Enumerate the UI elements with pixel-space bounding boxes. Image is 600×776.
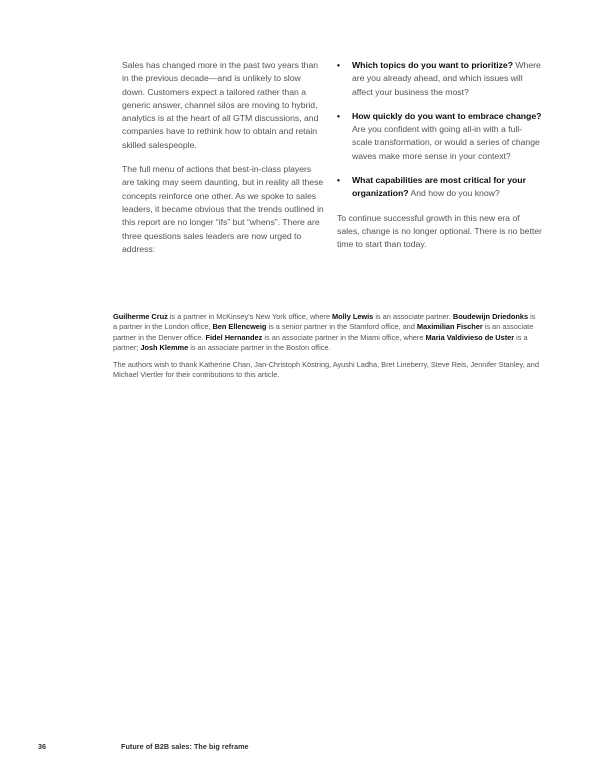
authors-note-text: is a partner in McKinsey’s New York office, where	[167, 312, 333, 321]
author-name: Boudewijn Driedonks	[452, 312, 529, 321]
bullet-question: Which topics do you want to prioritize?	[352, 60, 513, 70]
bullet-item	[337, 110, 542, 163]
right-column	[337, 59, 542, 252]
bullet-answer: Where are you already ahead, and which issues will affect your business the most?	[352, 60, 541, 97]
author-name: Fidel Hernandez	[205, 332, 263, 342]
authors-note	[113, 312, 541, 354]
authors-note-block	[113, 312, 541, 381]
bullet-icon: •	[337, 61, 340, 70]
author-name: Guilherme Cruz	[113, 312, 168, 321]
author-name: Ben Ellencweig	[212, 322, 267, 332]
authors-note-text: is a partner in the London office,	[113, 312, 536, 332]
authors-note-text: is a partner;	[113, 332, 528, 353]
bullet-question: How quickly do you want to embrace change?	[352, 110, 542, 121]
author-name: Maximilian Fischer	[416, 322, 483, 332]
authors-note-text: is an associate partner in the Boston office.	[188, 343, 331, 353]
author-name: Maria Valdivieso de Uster	[425, 332, 515, 342]
footer-title: Future of B2B sales: The big reframe	[121, 742, 249, 751]
bullet-text	[352, 174, 542, 201]
bullet-text	[352, 110, 542, 163]
bullet-item	[337, 59, 542, 99]
bullet-answer: Are you confident with going all-in with a full-scale transformation, or would a series of change waves make more sense in your context?	[352, 124, 540, 161]
left-column	[122, 59, 325, 256]
body-paragraph: Sales has changed more in the past two years than in the previous decade—and is unlikely to slow down. Customers expect a tailored rather than a generic answer, channel silos are moving to hybrid, analytics is at the heart of all GTM discussions, and companies have to rethink how to obtain and retain skilled salespeople.	[122, 60, 319, 150]
bullet-answer: And how do you know?	[408, 188, 500, 199]
author-name: Molly Lewis	[332, 312, 374, 321]
bullet-item	[337, 174, 542, 201]
page-number: 36	[38, 742, 47, 751]
closing-paragraph: To continue successful growth in this new era of sales, change is no longer optional. There is no better time to start than today.	[337, 212, 542, 250]
bullet-icon: •	[337, 111, 340, 121]
body-paragraph: The full menu of actions that best-in-class players are taking may seem daunting, but in reality all these concepts reinforce one other. As we spoke to sales leaders, it became obvious that the trends outlined in this report are no longer “ifs” but “whens”. There are three questions sales leaders are now urged to address:	[122, 164, 324, 254]
bullet-question: What capabilities are most critical for your organization?	[352, 175, 526, 199]
bullet-text	[352, 59, 542, 99]
acknowledgment: The authors wish to thank Katherine Chan, Jan-Christoph Köstring, Ayushi Ladha, Bret Lineberry, Steve Reis, Jennifer Stanley, and Michael Viertler for their contributions to this article.	[113, 359, 539, 380]
authors-note-text: is an associate partner.	[373, 312, 453, 321]
author-name: Josh Klemme	[140, 343, 189, 353]
authors-note-text: is an associate partner in the Miami office, where	[262, 332, 426, 342]
bullet-icon: •	[337, 176, 340, 186]
authors-note-text: is an associate partner in the Denver office.	[113, 322, 534, 342]
authors-note-text: is a senior partner in the Stamford office, and	[266, 322, 417, 332]
